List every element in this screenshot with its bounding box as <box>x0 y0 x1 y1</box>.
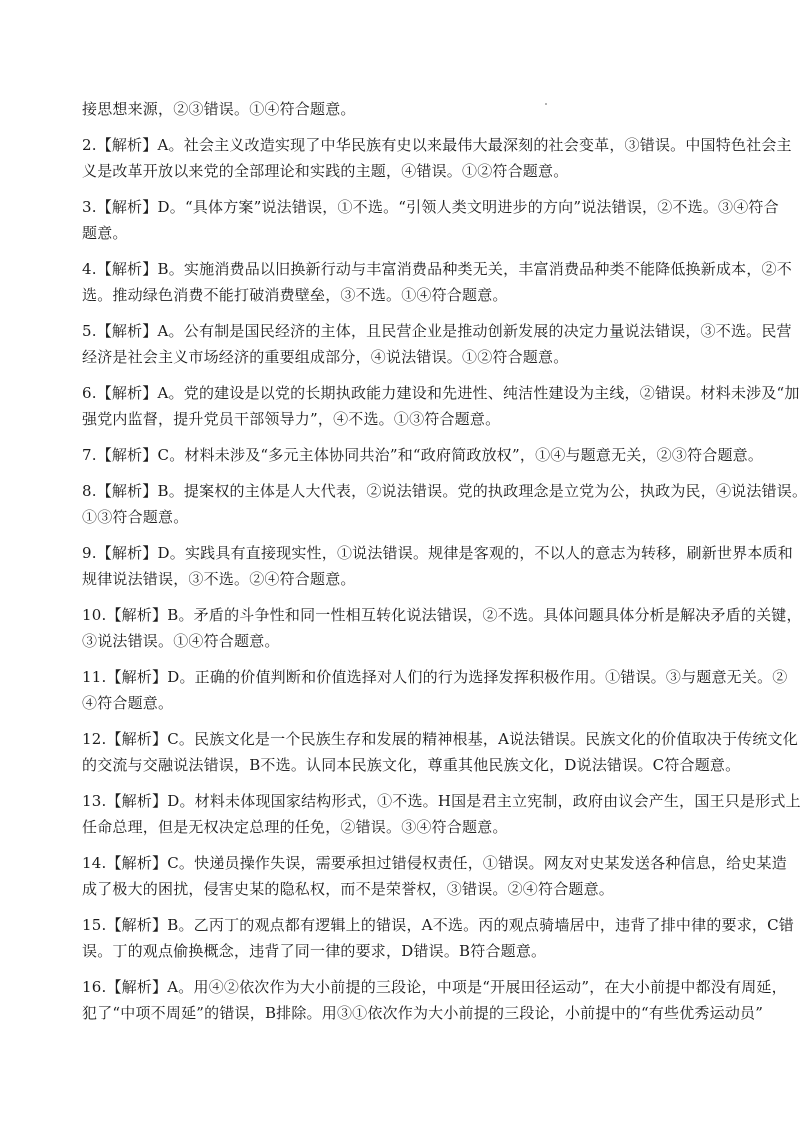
text-line: 13.【解析】D。材料未体现国家结构形式，①不选。H国是君主立宪制，政府由议会产生，国王只是形式上 <box>82 792 801 810</box>
text-line: 题意。 <box>82 224 128 242</box>
answer-explanation-4 <box>82 256 792 308</box>
answer-explanation-9 <box>82 540 793 592</box>
text-line: 误。丁的观点偷换概念，违背了同一律的要求，D错误。B符合题意。 <box>82 942 547 960</box>
text-line: 8.【解析】B。提案权的主体是人大代表，②说法错误。党的执政理念是立党为公，执政为民，④说法错误。 <box>82 482 807 500</box>
text-line: 10.【解析】B。矛盾的斗争性和同一性相互转化说法错误，②不选。具体问题具体分析是解决矛盾的关键， <box>82 606 802 624</box>
text-line: 11.【解析】D。正确的价值判断和价值选择对人们的行为选择发挥积极作用。①错误。③与题意无关。② <box>82 668 788 686</box>
text-line: 犯了“中项不周延”的错误，B排除。用③①依次作为大小前提的三段论，小前提中的“有些优秀运动员” <box>82 1004 764 1022</box>
text-line: 任命总理，但是无权决定总理的任免，②错误。③④符合题意。 <box>82 818 508 836</box>
text-line: 2.【解析】A。社会主义改造实现了中华民族有史以来最伟大最深刻的社会变革，③错误。中国特色社会主 <box>82 136 792 154</box>
answer-explanation-13 <box>82 788 801 840</box>
text-line: 经济是社会主义市场经济的重要组成部分，④说法错误。①②符合题意。 <box>82 348 569 366</box>
text-line: 接思想来源，②③错误。①④符合题意。 <box>82 100 356 118</box>
text-line: 3.【解析】D。“具体方案”说法错误，①不选。“引领人类文明进步的方向”说法错误，②不选。③④符合 <box>82 198 779 216</box>
answer-explanation-2 <box>82 132 792 184</box>
text-line: ④符合题意。 <box>82 694 174 712</box>
text-line: 14.【解析】C。快递员操作失误，需要承担过错侵权责任，①错误。网友对史某发送各种信息，给史某造 <box>82 854 787 872</box>
answer-explanation-12 <box>82 726 798 778</box>
text-line: 12.【解析】C。民族文化是一个民族生存和发展的精神根基，A说法错误。民族文化的价值取决于传统文化 <box>82 730 798 748</box>
answer-explanation-3 <box>82 194 779 246</box>
text-line: 成了极大的困扰，侵害史某的隐私权，而不是荣誉权，③错误。②④符合题意。 <box>82 880 615 898</box>
answer-explanation-16 <box>82 974 787 1026</box>
answer-explanation-14 <box>82 850 787 902</box>
text-line: 的交流与交融说法错误，B不选。认同本民族文化，尊重其他民族文化，D说法错误。C符合题意。 <box>82 756 741 774</box>
answer-explanation-5 <box>82 318 792 370</box>
answer-explanation-7 <box>82 442 764 468</box>
answer-explanation-11 <box>82 664 788 716</box>
text-line: 5.【解析】A。公有制是国民经济的主体，且民营企业是推动创新发展的决定力量说法错误，③不选。民营 <box>82 322 792 340</box>
text-line: 规律说法错误，③不选。②④符合题意。 <box>82 570 356 588</box>
text-line: 强党内监督，提升党员干部领导力”，④不选。①③符合题意。 <box>82 410 501 428</box>
text-line: ①③符合题意。 <box>82 508 189 526</box>
document-body <box>82 96 807 1036</box>
text-line: ③说法错误。①④符合题意。 <box>82 632 280 650</box>
answer-explanation-6 <box>82 380 800 432</box>
continued-paragraph <box>82 96 722 122</box>
text-line: 15.【解析】B。乙丙丁的观点都有逻辑上的错误，A不选。丙的观点骑墙居中，违背了排中律的要求，C错 <box>82 916 794 934</box>
text-line: 7.【解析】C。材料未涉及“多元主体协同共治”和“政府简政放权”，①④与题意无关，②③符合题意。 <box>82 446 764 464</box>
answer-explanation-10 <box>82 602 802 654</box>
text-line: 16.【解析】A。用④②依次作为大小前提的三段论，中项是“开展田径运动”，在大小前提中都没有周延， <box>82 978 787 996</box>
answer-explanation-15 <box>82 912 794 964</box>
text-line: 选。推动绿色消费不能打破消费壁垒，③不选。①④符合题意。 <box>82 286 508 304</box>
answer-explanation-8 <box>82 478 807 530</box>
text-line: 4.【解析】B。实施消费品以旧换新行动与丰富消费品种类无关，丰富消费品种类不能降低换新成本，②不 <box>82 260 792 278</box>
text-line: 6.【解析】A。党的建设是以党的长期执政能力建设和先进性、纯洁性建设为主线，②错误。材料未涉及“加 <box>82 384 800 402</box>
text-line: 9.【解析】D。实践具有直接现实性，①说法错误。规律是客观的，不以人的意志为转移，刷新世界本质和 <box>82 544 793 562</box>
text-line: 义是改革开放以来党的全部理论和实践的主题，④错误。①②符合题意。 <box>82 162 569 180</box>
